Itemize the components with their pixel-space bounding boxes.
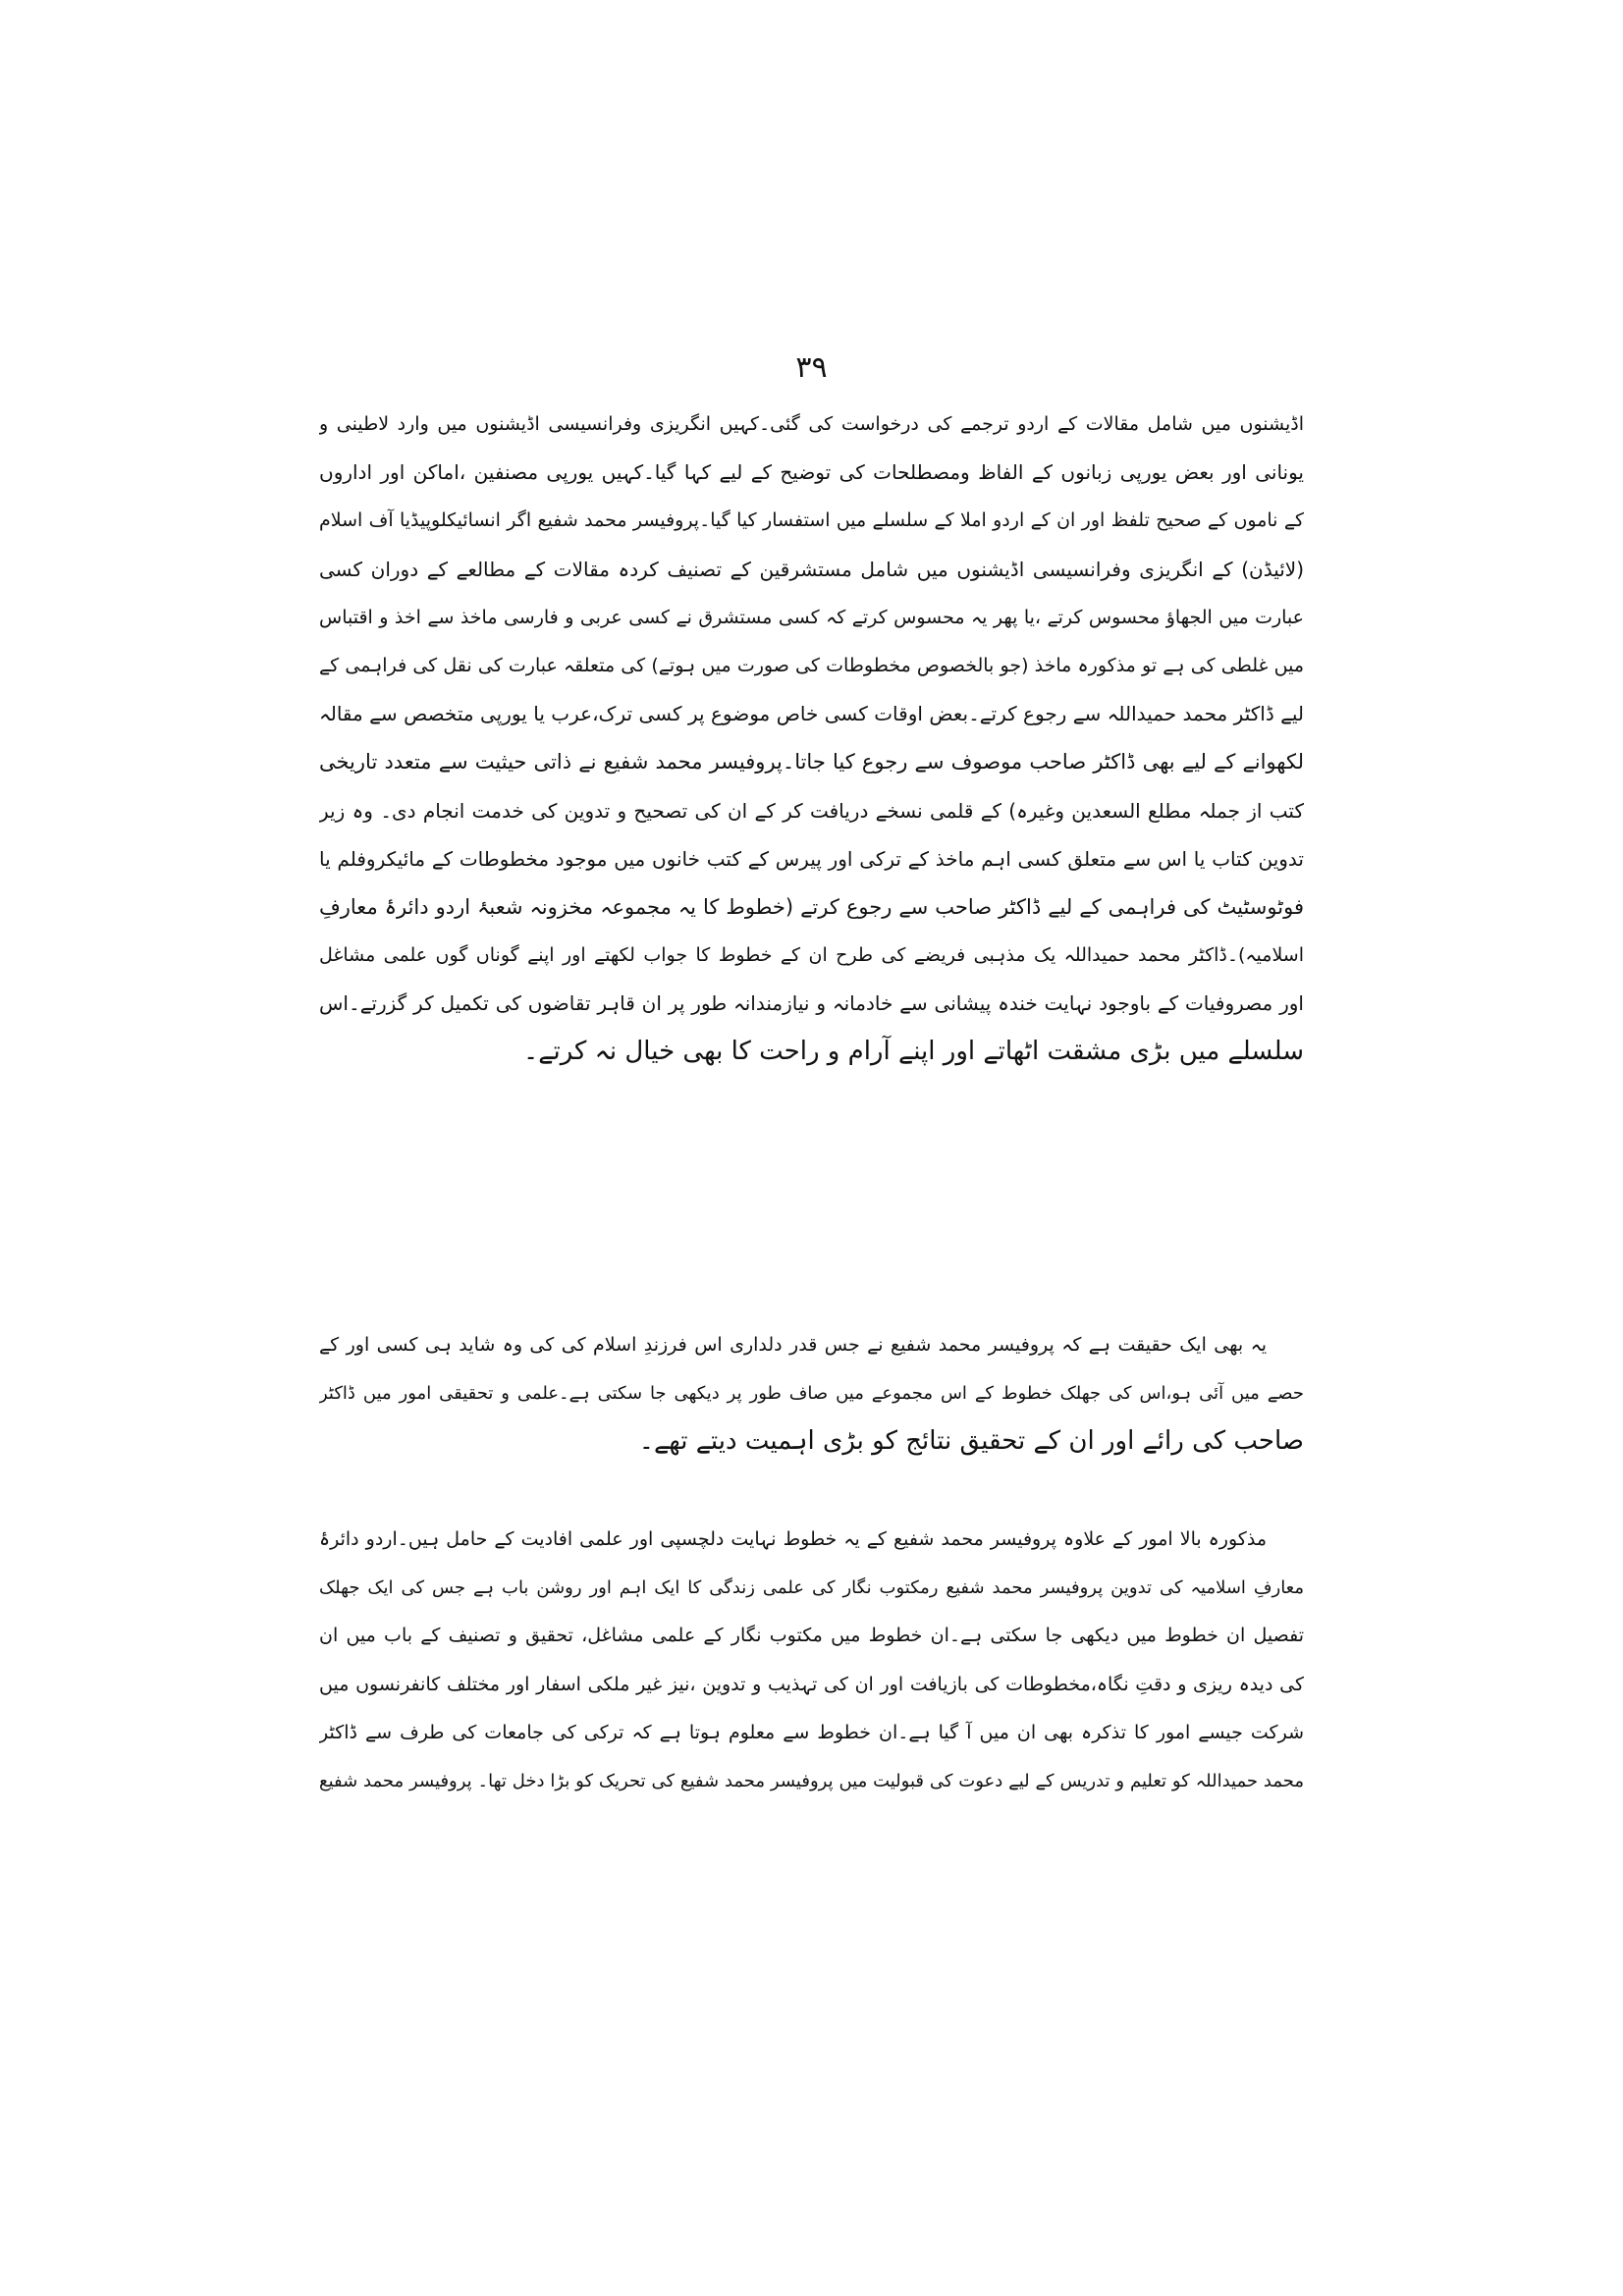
text-line: تفصیل ان خطوط میں دیکھی جا سکتی ہے۔ان خطوط میں مکتوب نگار کے علمی مشاغل، تحقیق و تصنیف کے باب میں ان xyxy=(319,1625,1304,1647)
text-line: لکھوانے کے لیے بھی ڈاکٹر صاحب موصوف سے رجوع کیا جاتا۔پروفیسر محمد شفیع نے ذاتی حیثیت سے متعدد تاریخی xyxy=(319,750,1304,774)
text-line: کی دیدہ ریزی و دقتِ نگاہ،مخطوطات کی بازیافت اور ان کی تہذیب و تدوین ،نیز غیر ملکی اسفار اور مختلف کانفرنسوں میں xyxy=(319,1673,1304,1695)
text-line: کے ناموں کے صحیح تلفظ اور ان کے اردو املا کے سلسلے میں استفسار کیا گیا۔پروفیسر محمد شفیع اگر انسائیکلوپیڈیا آف اسلام xyxy=(319,509,1304,532)
text-line: فوٹوسٹیٹ کی فراہمی کے لیے ڈاکٹر صاحب سے رجوع کرتے (خطوط کا یہ مجموعہ مخزونہ شعبۂ اردو دائرۂ معارفِ xyxy=(319,894,1304,919)
text-line: محمد حمیداللہ کو تعلیم و تدریس کے لیے دعوت کی قبولیت میں پروفیسر محمد شفیع کی تحریک کو بڑا دخل تھا۔ پروفیسر محمد شفیع xyxy=(319,1770,1304,1791)
text-line: میں غلطی کی ہے تو مذکورہ ماخذ (جو بالخصوص مخطوطات کی صورت میں ہوتے) کی متعلقہ عبارت کی نقل کی فراہمی کے xyxy=(319,654,1304,676)
paragraph-1 xyxy=(319,400,1304,1077)
text-line: لیے ڈاکٹر محمد حمیداللہ سے رجوع کرتے۔بعض اوقات کسی خاص موضوع پر کسی ترک،عرب یا یورپی متخصص سے مقالہ xyxy=(319,702,1304,726)
text-line: (لائیڈن) کے انگریزی وفرانسیسی اڈیشنوں میں شامل مستشرقین کے تصنیف کردہ مقالات کے مطالعے کے دوران کسی xyxy=(319,557,1304,581)
text-line: کتب از جملہ مطلع السعدین وغیرہ) کے قلمی نسخے دریافت کر کے ان کی تصحیح و تدوین کی خدمت انجام دی۔ وہ زیر xyxy=(319,798,1304,823)
text-line: عبارت میں الجھاؤ محسوس کرتے ،یا پھر یہ محسوس کرتے کہ کسی مستشرق نے کسی عربی و فارسی ماخذ سے اخذ و اقتباس xyxy=(319,606,1304,628)
text-line: معارفِ اسلامیہ کی تدوین پروفیسر محمد شفیع رمکتوب نگار کی علمی زندگی کا ایک اہم اور روشن باب ہے جس کی ایک جھلک xyxy=(319,1577,1304,1599)
text-line: اڈیشنوں میں شامل مقالات کے اردو ترجمے کی درخواست کی گئی۔کہیں انگریزی وفرانسیسی اڈیشنوں میں وارد لاطینی و xyxy=(319,413,1304,435)
text-line: اسلامیہ)۔ڈاکٹر محمد حمیداللہ یک مذہبی فریضے کی طرح ان کے خطوط کا جواب لکھتے اور اپنے گوناں گوں علمی مشاغل xyxy=(319,944,1304,967)
text-line: مذکورہ بالا امور کے علاوہ پروفیسر محمد شفیع کے یہ خطوط نہایت دلچسپی اور علمی افادیت کے حامل ہیں۔اردو دائرۂ xyxy=(319,1528,1267,1550)
paragraph-3 xyxy=(319,1516,1304,1805)
text-line: حصے میں آئی ہو،اس کی جھلک خطوط کے اس مجموعے میں صاف طور پر دیکھی جا سکتی ہے۔علمی و تحقیقی امور میں ڈاکٹر xyxy=(319,1383,1304,1405)
text-line: شرکت جیسے امور کا تذکرہ بھی ان میں آ گیا ہے۔ان خطوط سے معلوم ہوتا ہے کہ ترکی کی جامعات کی طرف سے ڈاکٹر xyxy=(319,1721,1304,1743)
page-number: ۳۹ xyxy=(795,350,828,385)
text-line: یونانی اور بعض یورپی زبانوں کے الفاظ ومصطلحات کی توضیح کے لیے کہا گیا۔کہیں یورپی مصنفین ،اماکن اور اداروں xyxy=(319,460,1304,485)
text-line: صاحب کی رائے اور ان کے تحقیق نتائج کو بڑی اہمیت دیتے تھے۔ xyxy=(638,1426,1304,1457)
text-line: سلسلے میں بڑی مشقت اٹھاتے اور اپنے آرام و راحت کا بھی خیال نہ کرتے۔ xyxy=(522,1037,1304,1067)
text-line: تدوین کتاب یا اس سے متعلق کسی اہم ماخذ کے ترکی اور پیرس کے کتب خانوں میں موجود مخطوطات کے مائیکروفلم یا xyxy=(319,846,1304,871)
paragraph-2 xyxy=(319,1321,1304,1467)
text-line: یہ بھی ایک حقیقت ہے کہ پروفیسر محمد شفیع نے جس قدر دلداری اس فرزندِ اسلام کی کی وہ شاید ہی کسی اور کے xyxy=(319,1334,1267,1356)
text-line: اور مصروفیات کے باوجود نہایت خندہ پیشانی سے خادمانہ و نیازمندانہ طور پر ان قاہر تقاضوں کی تکمیل کر گزرتے۔اس xyxy=(319,991,1304,1016)
